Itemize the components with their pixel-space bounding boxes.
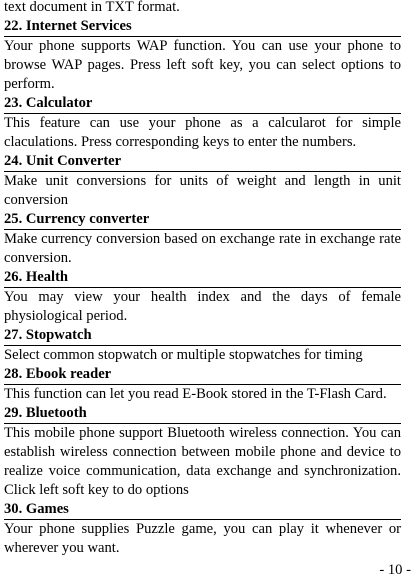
section-text: Make unit conversions for units of weight and length in unit conversion bbox=[4, 173, 401, 208]
section-text: Select common stopwatch or multiple stopwatches for timing bbox=[4, 347, 363, 363]
section-text: This function can let you read E-Book stored in the T-Flash Card. bbox=[4, 386, 387, 402]
section-text: This feature can use your phone as a calcularot for simple claculations. Press corresponding keys to enter the numbers. bbox=[4, 115, 401, 150]
section-internet-services bbox=[4, 17, 401, 94]
section-heading: 30. Games bbox=[4, 500, 401, 520]
page-content bbox=[4, 0, 401, 558]
section-heading: 27. Stopwatch bbox=[4, 326, 401, 346]
section-heading: 26. Health bbox=[4, 268, 401, 288]
section-text: Make currency conversion based on exchange rate in exchange rate conversion. bbox=[4, 231, 401, 266]
section-text: Your phone supplies Puzzle game, you can play it whenever or wherever you want. bbox=[4, 521, 401, 556]
section-bluetooth bbox=[4, 404, 401, 500]
section-ebook-reader bbox=[4, 365, 401, 404]
section-games bbox=[4, 500, 401, 558]
section-heading: 23. Calculator bbox=[4, 94, 401, 114]
section-heading: 28. Ebook reader bbox=[4, 365, 401, 385]
section-heading: 29. Bluetooth bbox=[4, 404, 401, 424]
page-number: - 10 - bbox=[379, 562, 411, 578]
section-text: You may view your health index and the days of female physiological period. bbox=[4, 289, 401, 324]
section-unit-converter bbox=[4, 152, 401, 210]
section-heading: 25. Currency converter bbox=[4, 210, 401, 230]
section-text: Your phone supports WAP function. You can use your phone to browse WAP pages. Press left soft key, you can select options to perform. bbox=[4, 38, 401, 92]
section-health bbox=[4, 268, 401, 326]
section-heading: 22. Internet Services bbox=[4, 17, 401, 37]
section-text: This mobile phone support Bluetooth wireless connection. You can establish wireless connection between mobile phone and device to realize voice communication, data exchange and synchronization. Click left soft key to do options bbox=[4, 425, 401, 498]
section-heading: 24. Unit Converter bbox=[4, 152, 401, 172]
section-currency-converter bbox=[4, 210, 401, 268]
section-stopwatch bbox=[4, 326, 401, 365]
lead-text: text document in TXT format. bbox=[4, 0, 180, 15]
section-calculator bbox=[4, 94, 401, 152]
